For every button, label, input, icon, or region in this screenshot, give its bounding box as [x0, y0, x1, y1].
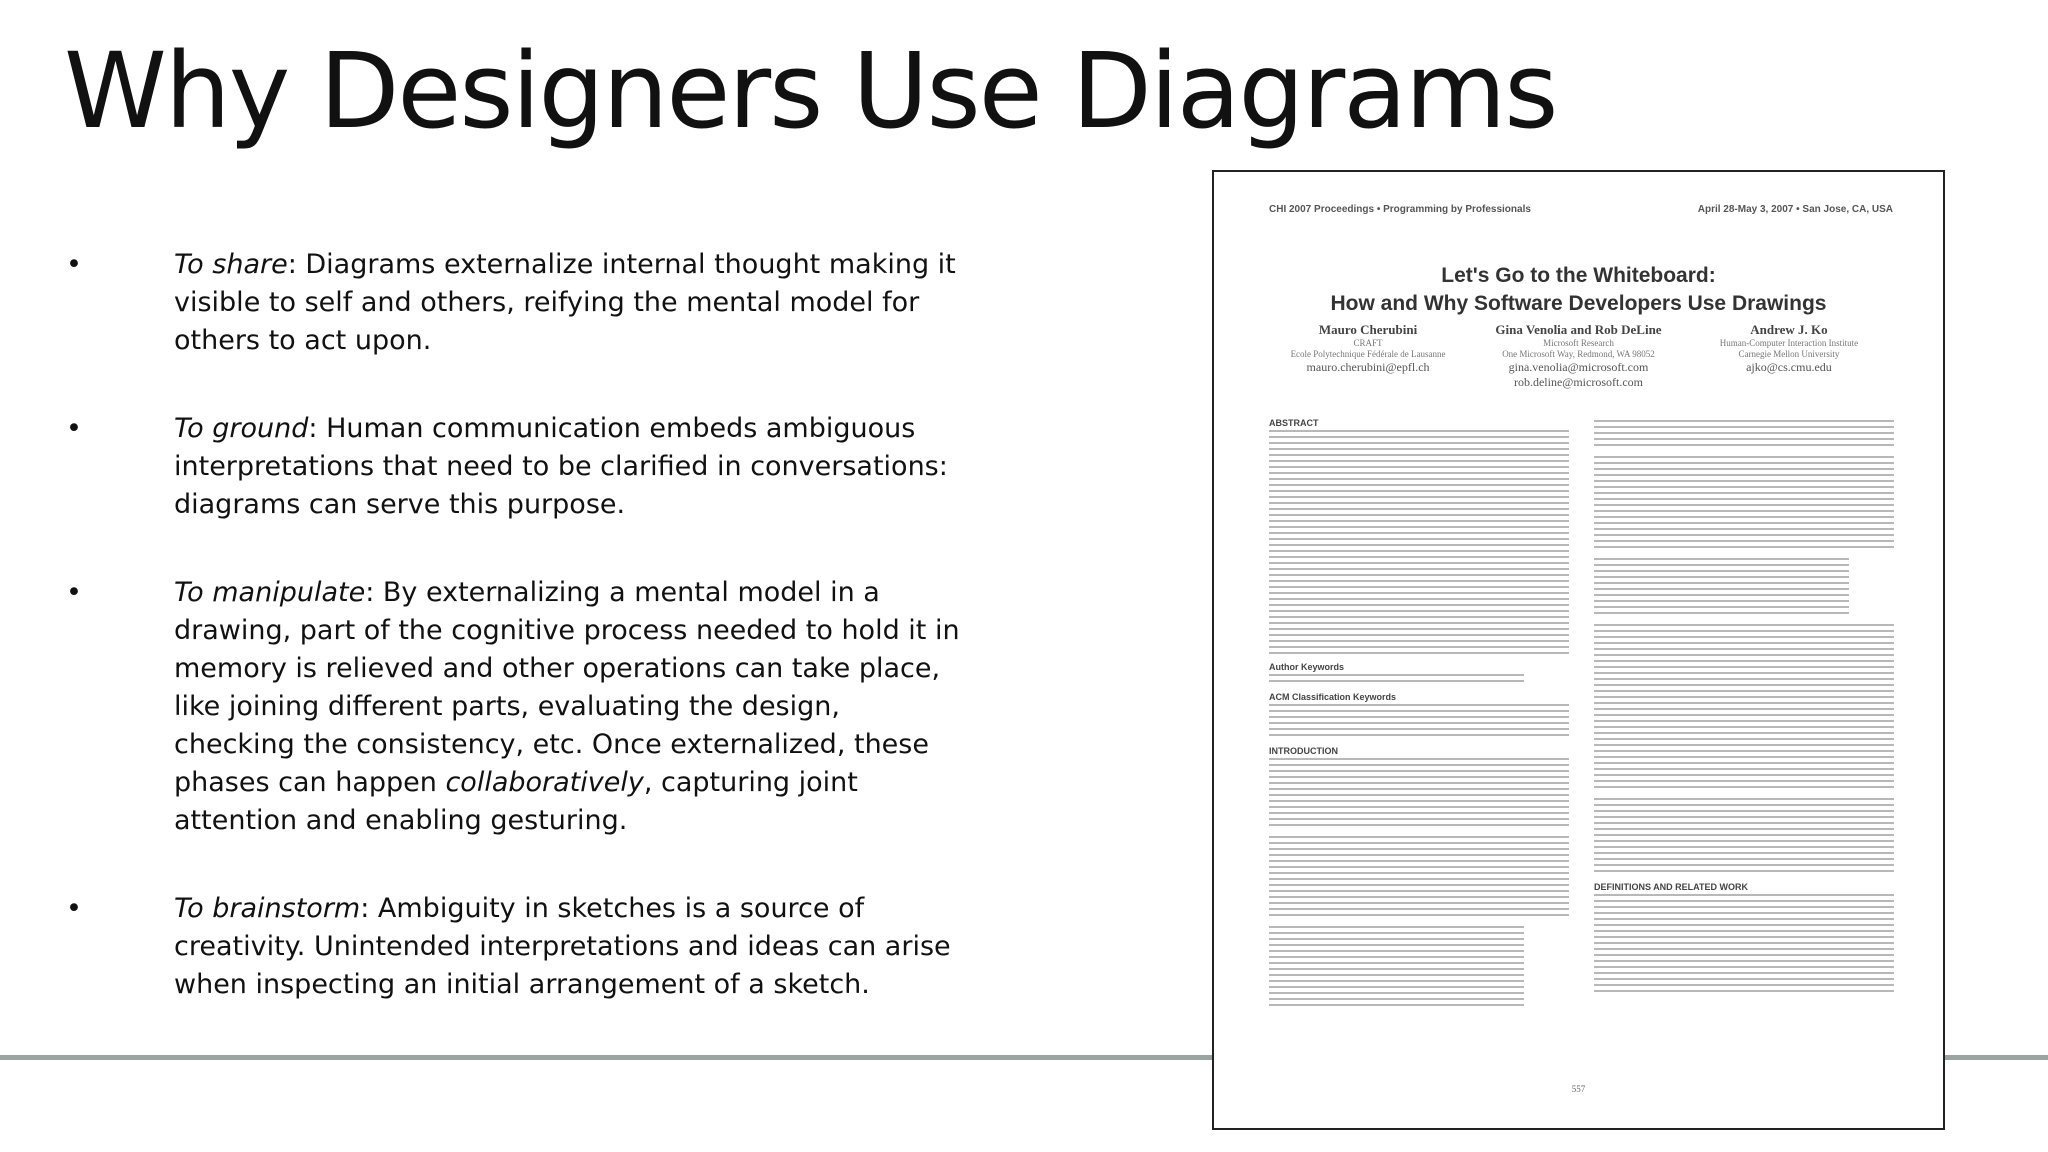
paper-text-block — [1594, 420, 1894, 450]
bullet-lead: To brainstorm — [174, 893, 361, 924]
bullet-icon: • — [66, 413, 82, 444]
bullet-lead: To share — [174, 249, 288, 280]
bullet-list — [66, 246, 966, 1054]
paper-page-number: 557 — [1571, 1084, 1586, 1094]
paper-section-heading: DEFINITIONS AND RELATED WORK — [1594, 882, 1748, 892]
paper-header — [1269, 204, 1893, 215]
bullet-text: : Ambiguity in sketches is a source of creativity. Unintended interpretations and ideas can arise when inspecting an initial arrangement of a sketch. — [174, 893, 951, 1000]
author-affiliation: One Microsoft Way, Redmond, WA 98052 — [1502, 349, 1655, 359]
bullet-text-tail: , capturing joint attention and enabling gesturing. — [174, 767, 858, 836]
bullet-emphasis: collaboratively — [445, 767, 644, 798]
paper-text-block — [1594, 456, 1894, 552]
paper-authors — [1269, 322, 1888, 390]
paper-text-block — [1594, 624, 1894, 792]
bullet-icon: • — [66, 577, 82, 608]
bullet-item — [66, 410, 966, 524]
author-email: gina.venolia@microsoft.com — [1508, 360, 1649, 374]
slide-title: Why Designers Use Diagrams — [64, 30, 1557, 152]
bullet-text: : Diagrams externalize internal thought making it visible to self and others, reifying the mental model for others to act upon. — [174, 249, 956, 356]
paper-thumbnail — [1212, 170, 1945, 1130]
bullet-item — [66, 890, 966, 1004]
author-affiliation: Carnegie Mellon University — [1738, 349, 1840, 359]
paper-author — [1479, 322, 1677, 390]
author-email: mauro.cherubini@epfl.ch — [1306, 360, 1430, 374]
bullet-lead: To manipulate — [174, 577, 366, 608]
bullet-item — [66, 246, 966, 360]
paper-title — [1214, 262, 1943, 318]
author-name: Gina Venolia and Rob DeLine — [1495, 322, 1662, 337]
paper-section-heading: ABSTRACT — [1269, 418, 1319, 428]
bullet-icon: • — [66, 249, 82, 280]
paper-column-left — [1269, 412, 1569, 1016]
paper-section-heading: ACM Classification Keywords — [1269, 692, 1397, 702]
author-affiliation: CRAFT — [1353, 338, 1383, 348]
author-affiliation: Microsoft Research — [1543, 338, 1614, 348]
paper-section-heading: Author Keywords — [1269, 662, 1345, 672]
paper-title-line2: How and Why Software Developers Use Drawings — [1330, 292, 1827, 315]
paper-column-right — [1594, 412, 1894, 1002]
bullet-text: : Human communication embeds ambiguous interpretations that need to be clarified in conversations: diagrams can serve this purpose. — [174, 413, 948, 520]
paper-text-block — [1269, 674, 1524, 686]
author-email: rob.deline@microsoft.com — [1513, 375, 1643, 389]
paper-question-list — [1594, 558, 1849, 618]
paper-text-block — [1269, 430, 1569, 656]
author-name: Andrew J. Ko — [1750, 322, 1828, 337]
bullet-icon: • — [66, 893, 82, 924]
author-affiliation: Ecole Polytechnique Fédérale de Lausanne — [1290, 349, 1446, 359]
bullet-text: : By externalizing a mental model in a drawing, part of the cognitive process needed to hold it in memory is relieved and other operations can take place, like joining different parts, evaluating the design, checking the consistency, etc. Once externalized, these phases can happen — [174, 577, 960, 798]
paper-text-block — [1269, 704, 1569, 740]
author-name: Mauro Cherubini — [1318, 322, 1418, 337]
paper-header-right: April 28-May 3, 2007 • San Jose, CA, USA — [1697, 204, 1893, 215]
paper-text-block — [1269, 836, 1569, 920]
paper-title-line1: Let's Go to the Whiteboard: — [1441, 264, 1716, 287]
paper-text-block — [1594, 798, 1894, 876]
author-email: ajko@cs.cmu.edu — [1746, 360, 1832, 374]
paper-section-heading: INTRODUCTION — [1269, 746, 1338, 756]
paper-text-block — [1594, 894, 1894, 996]
paper-header-left: CHI 2007 Proceedings • Programming by Professionals — [1269, 204, 1531, 215]
paper-footnote-block — [1269, 926, 1524, 1010]
author-affiliation: Human-Computer Interaction Institute — [1719, 338, 1859, 348]
bullet-item — [66, 574, 966, 840]
paper-author — [1269, 322, 1467, 390]
paper-author — [1690, 322, 1888, 390]
paper-text-block — [1269, 758, 1569, 830]
bullet-lead: To ground — [174, 413, 309, 444]
